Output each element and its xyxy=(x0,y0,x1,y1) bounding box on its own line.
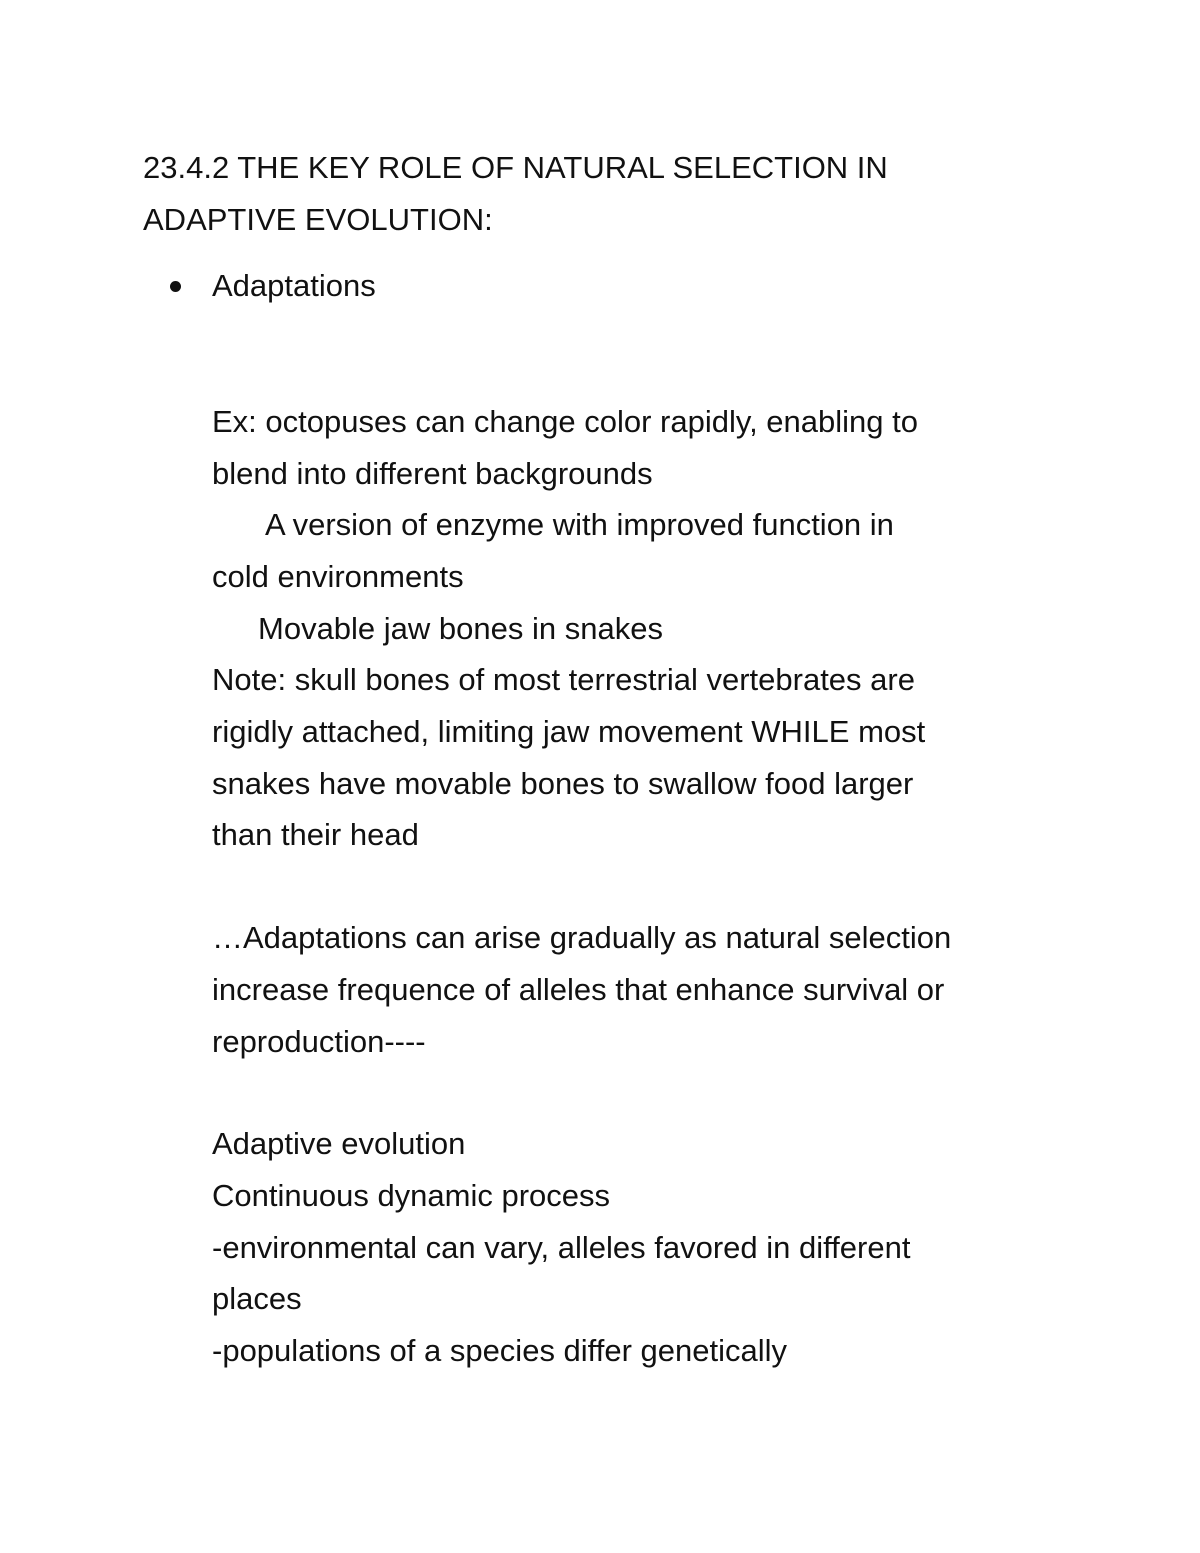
summary-line-1: …Adaptations can arise gradually as natural selection xyxy=(212,920,952,955)
example-3-line-1: Movable jaw bones in snakes xyxy=(258,611,663,646)
adaptive-line-1: Adaptive evolution xyxy=(212,1126,466,1161)
adaptive-line-4: places xyxy=(212,1281,302,1316)
example-2-line-1: A version of enzyme with improved function in xyxy=(265,507,894,542)
adaptive-line-5: -populations of a species differ genetically xyxy=(212,1333,787,1368)
adaptive-line-3: -environmental can vary, alleles favored in different xyxy=(212,1230,911,1265)
heading-line-1: 23.4.2 THE KEY ROLE OF NATURAL SELECTION IN xyxy=(143,150,888,185)
note-line-1: Note: skull bones of most terrestrial vertebrates are xyxy=(212,662,915,697)
summary-line-3: reproduction---- xyxy=(212,1024,426,1059)
bullet-item-adaptations xyxy=(170,260,376,312)
adaptive-line-2: Continuous dynamic process xyxy=(212,1178,611,1213)
heading-line-2: ADAPTIVE EVOLUTION: xyxy=(143,202,493,237)
example-1-line-1: Ex: octopuses can change color rapidly, enabling to xyxy=(212,404,918,439)
example-2-line-2: cold environments xyxy=(212,559,464,594)
note-line-4: than their head xyxy=(212,817,419,852)
summary-line-2: increase frequence of alleles that enhance survival or xyxy=(212,972,945,1007)
note-line-3: snakes have movable bones to swallow food larger xyxy=(212,766,914,801)
example-1-line-2: blend into different backgrounds xyxy=(212,456,653,491)
note-line-2: rigidly attached, limiting jaw movement WHILE most xyxy=(212,714,926,749)
bullet-dot-icon xyxy=(170,281,181,292)
bullet-label: Adaptations xyxy=(212,268,376,303)
